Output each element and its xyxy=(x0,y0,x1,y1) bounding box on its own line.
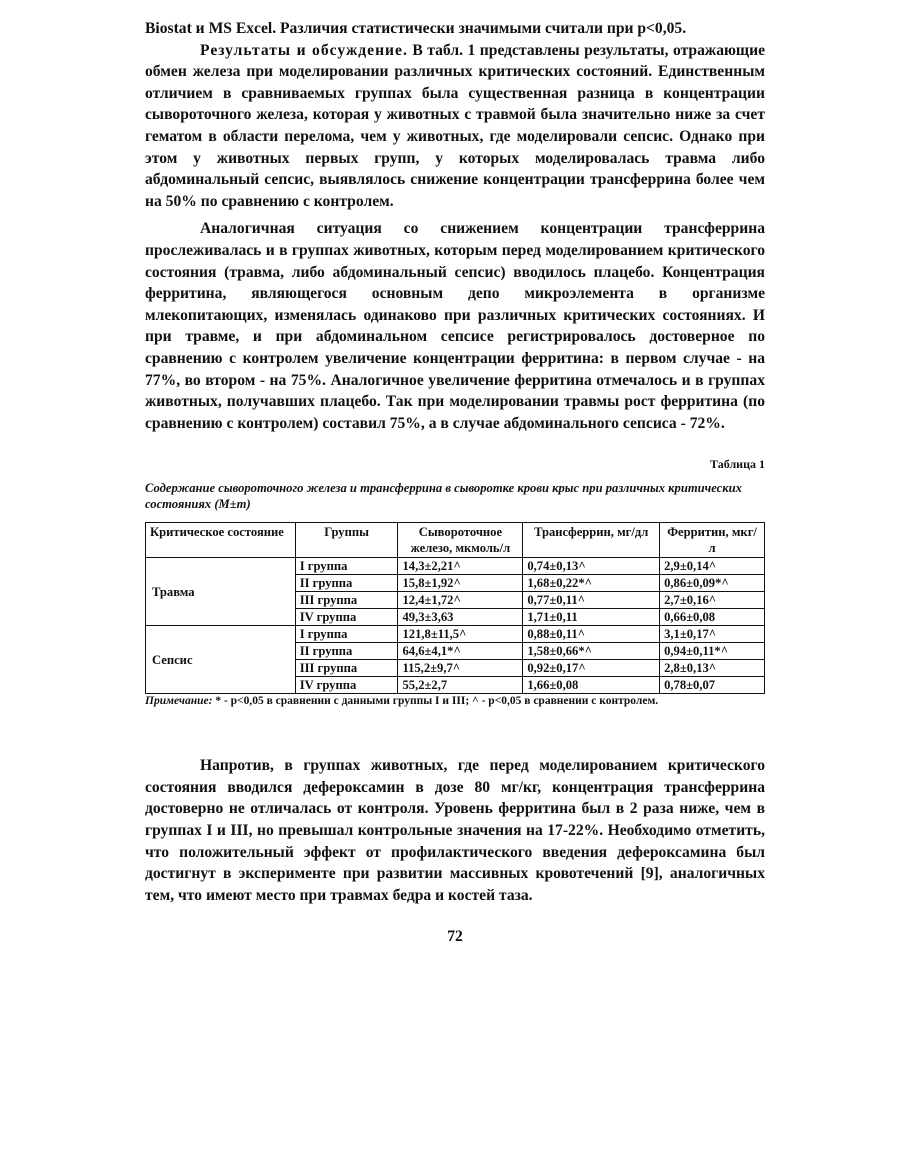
header-iron: Сывороточное железо, мкмоль/л xyxy=(398,523,523,558)
results-table xyxy=(145,522,765,694)
transferrin-cell: 0,88±0,11^ xyxy=(523,626,660,643)
iron-cell: 12,4±1,72^ xyxy=(398,592,523,609)
group-cell: IV группа xyxy=(295,677,398,694)
table-header-row xyxy=(146,523,765,558)
group-cell: III группа xyxy=(295,660,398,677)
iron-cell: 64,6±4,1*^ xyxy=(398,643,523,660)
ferritin-cell: 0,94±0,11*^ xyxy=(660,643,765,660)
table-note xyxy=(145,695,765,707)
transferrin-cell: 1,71±0,11 xyxy=(523,609,660,626)
document-page xyxy=(145,18,765,946)
results-heading: Результаты и обсуждение. xyxy=(200,41,408,59)
table-caption: Содержание сывороточного железа и трансферрина в сыворотке крови крыс при различных критических состояниях (M±m) xyxy=(145,481,742,512)
iron-cell: 121,8±11,5^ xyxy=(398,626,523,643)
ferritin-cell: 2,9±0,14^ xyxy=(660,558,765,575)
table-number: Таблица 1 xyxy=(710,457,765,472)
transferrin-cell: 1,68±0,22*^ xyxy=(523,575,660,592)
table-note-label: Примечание: xyxy=(145,695,213,708)
group-cell: I группа xyxy=(295,626,398,643)
header-condition: Критическое состояние xyxy=(146,523,296,558)
results-body: В табл. 1 представлены результаты, отражающие обмен железа при моделировании различных критических состояний. Единственным отличием в сравниваемых группах была существенная разница в концентрации сывороточного железа, которая у животных с травмой была значительно ниже за счет гематом в области перелома, чем у животных, где моделировали сепсис. Однако при этом у животных первых групп, у которых моделировалась травма либо абдоминальный сепсис, выявлялось снижение концентрации трансферрина более чем на 50% по сравнению с контролем. xyxy=(145,41,765,210)
results-paragraph xyxy=(145,40,765,213)
table-note-text: * - p<0,05 в сравнении с данными группы I и III; ^ - p<0,05 в сравнении с контролем. xyxy=(212,695,659,708)
transferrin-cell: 1,58±0,66*^ xyxy=(523,643,660,660)
transferrin-cell: 1,66±0,08 xyxy=(523,677,660,694)
ferritin-cell: 0,86±0,09*^ xyxy=(660,575,765,592)
group-cell: IV группа xyxy=(295,609,398,626)
ferritin-cell: 2,8±0,13^ xyxy=(660,660,765,677)
transferrin-cell: 0,74±0,13^ xyxy=(523,558,660,575)
header-transferrin: Трансферрин, мг/дл xyxy=(523,523,660,558)
group-cell: II группа xyxy=(295,643,398,660)
page-number: 72 xyxy=(447,928,463,946)
intro-line: Biostat и MS Excel. Различия статистически значимыми считали при p<0,05. xyxy=(145,20,687,37)
deferoxamine-paragraph: Напротив, в группах животных, где перед моделированием критического состояния вводился дефероксамин в дозе 80 мг/кг, концентрация трансферрина достоверно не отличалась от контроля. Уровень ферритина был в 2 раза ниже, чем в группах I и III, но превышал контрольные значения на 17-22%. Необходимо отметить, что положительный эффект от профилактического введения дефероксамина был достигнут в эксперименте при развитии массивных кровотечений [9], аналогичных тем, что имеют место при травмах бедра и костей таза. xyxy=(145,757,765,904)
iron-cell: 49,3±3,63 xyxy=(398,609,523,626)
iron-cell: 55,2±2,7 xyxy=(398,677,523,694)
transferrin-paragraph: Аналогичная ситуация со снижением концентрации трансферрина прослеживалась и в группах животных, которым перед моделированием критического состояния (травма, либо абдоминальный сепсис) вводилось плацебо. Концентрация ферритина, являющегося основным депо микроэлемента в организме млекопитающих, изменялась одинаково при различных критических состояниях. И при травме, и при абдоминальном сепсисе регистрировалось достоверное по сравнению с контролем увеличение концентрации ферритина: в первом случае - на 77%, во втором - на 75%. Аналогичное увеличение ферритина отмечалось и в группах животных, получавших плацебо. Так при моделировании травмы рост ферритина (по сравнению с контролем) составил 75%, а в случае абдоминального сепсиса - 72%. xyxy=(145,220,765,432)
ferritin-cell: 0,66±0,08 xyxy=(660,609,765,626)
header-group: Группы xyxy=(295,523,398,558)
transferrin-cell: 0,92±0,17^ xyxy=(523,660,660,677)
ferritin-cell: 3,1±0,17^ xyxy=(660,626,765,643)
iron-cell: 15,8±1,92^ xyxy=(398,575,523,592)
iron-cell: 115,2±9,7^ xyxy=(398,660,523,677)
iron-cell: 14,3±2,21^ xyxy=(398,558,523,575)
condition-cell: Сепсис xyxy=(146,626,296,694)
group-cell: II группа xyxy=(295,575,398,592)
group-cell: III группа xyxy=(295,592,398,609)
ferritin-cell: 2,7±0,16^ xyxy=(660,592,765,609)
transferrin-cell: 0,77±0,11^ xyxy=(523,592,660,609)
table-row xyxy=(146,558,765,575)
condition-cell: Травма xyxy=(146,558,296,626)
table-row xyxy=(146,626,765,643)
header-ferritin: Ферритин, мкг/л xyxy=(660,523,765,558)
ferritin-cell: 0,78±0,07 xyxy=(660,677,765,694)
group-cell: I группа xyxy=(295,558,398,575)
